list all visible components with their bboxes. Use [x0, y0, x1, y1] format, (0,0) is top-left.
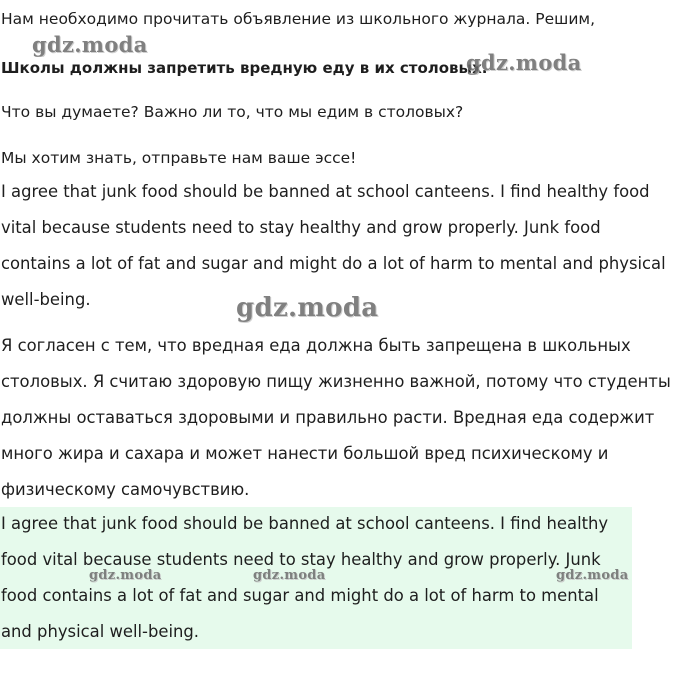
essay-ru-line: должны оставаться здоровыми и правильно расти. Вредная еда содержит	[1, 408, 655, 427]
question-line: Что вы думаете? Важно ли то, что мы едим в столовых?	[1, 103, 464, 121]
watermark-logo: gdz.moda	[236, 293, 379, 323]
essay-ru-line: много жира и сахара и может нанести большой вред психическому и	[1, 444, 609, 463]
watermark-logo: gdz.moda	[89, 568, 162, 583]
essay-en-line: I agree that junk food should be banned at school canteens. I find healthy food	[1, 182, 650, 201]
highlight-line: food contains a lot of fat and sugar and might do a lot of harm to mental	[1, 586, 599, 605]
essay-en-line: well-being.	[1, 290, 91, 309]
request-line: Мы хотим знать, отправьте нам ваше эссе!	[1, 149, 357, 167]
watermark-logo: gdz.moda	[466, 50, 582, 75]
essay-en-line: vital because students need to stay healthy and grow properly. Junk food	[1, 218, 601, 237]
essay-ru-line: Я согласен с тем, что вредная еда должна быть запрещена в школьных	[1, 336, 631, 355]
watermark-logo: gdz.moda	[32, 32, 148, 57]
essay-ru-line: физическому самочувствию.	[1, 480, 250, 499]
highlight-line: and physical well-being.	[1, 622, 200, 641]
announcement-title: Школы должны запретить вредную еду в их столовых.	[1, 59, 488, 77]
highlight-line: food vital because students need to stay healthy and grow properly. Junk	[1, 550, 601, 569]
intro-line: Нам необходимо прочитать объявление из школьного журнала. Решим,	[1, 10, 596, 28]
watermark-logo: gdz.moda	[253, 568, 326, 583]
highlight-line: I agree that junk food should be banned at school canteens. I find healthy	[1, 514, 609, 533]
watermark-logo: gdz.moda	[556, 568, 629, 583]
essay-ru-line: столовых. Я считаю здоровую пищу жизненно важной, потому что студенты	[1, 372, 671, 391]
essay-en-line: contains a lot of fat and sugar and might do a lot of harm to mental and physical	[1, 254, 666, 273]
